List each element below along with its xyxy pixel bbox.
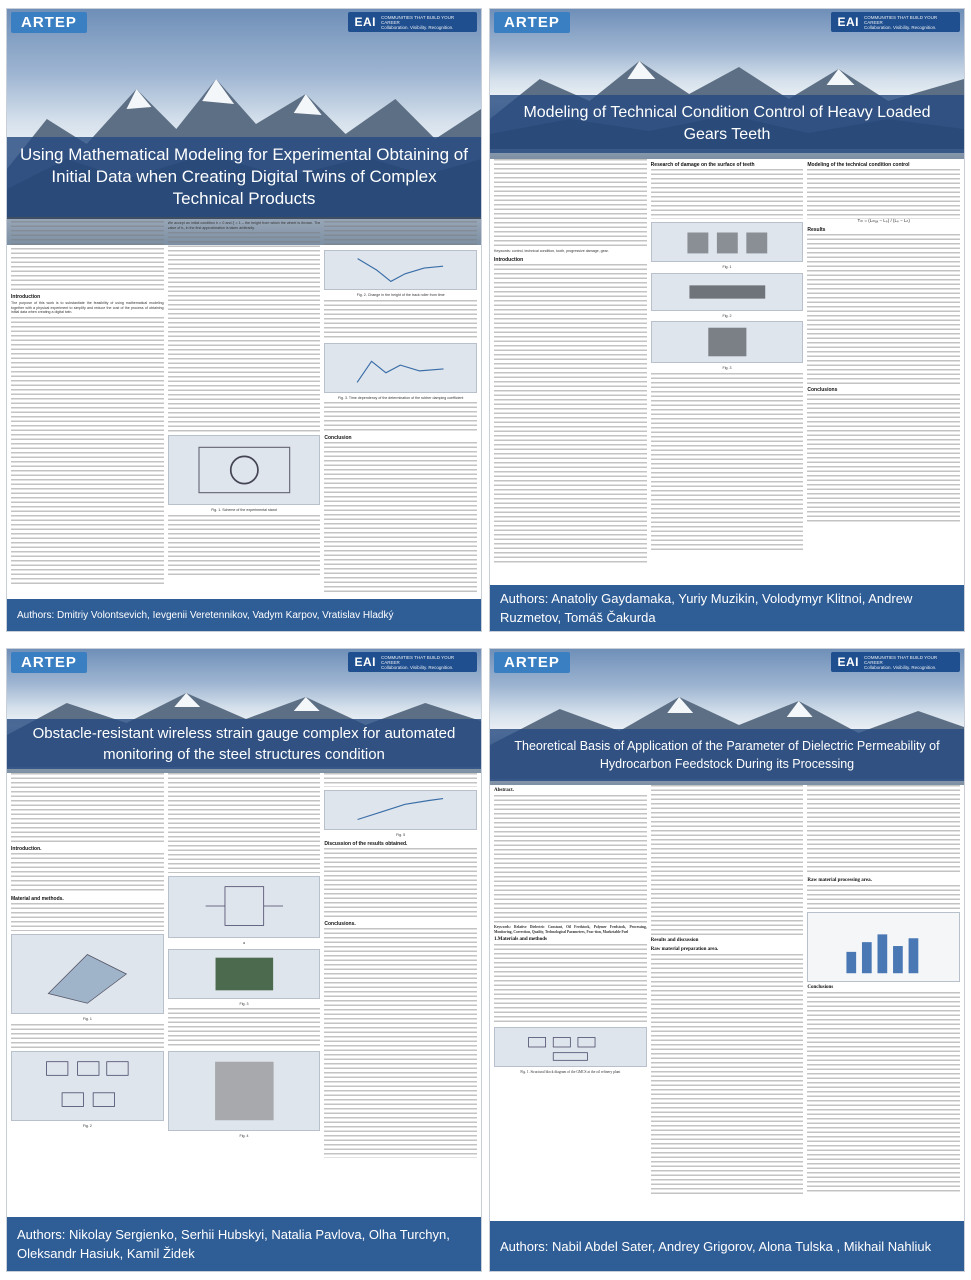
section-heading: Modeling of the technical condition control — [807, 162, 910, 168]
figure-caption: Fig. 2 — [82, 1123, 92, 1128]
eai-logo — [831, 652, 960, 672]
eai-tagline: COMMUNITIES THAT BUILD YOUR CAREER Collaboration. Visibility. Recognition. — [381, 654, 455, 670]
poster-column-3 — [807, 785, 960, 1217]
permittivity-bar-chart — [807, 912, 960, 982]
poster-authors: Authors: Nabil Abdel Sater, Andrey Grigorov, Alona Tulska , Mikhail Nahliuk — [490, 1221, 964, 1271]
circuit-icon — [169, 877, 320, 937]
circuit-figure-b — [168, 949, 321, 999]
poster-mathematical-modeling — [6, 8, 482, 632]
line-graph-icon — [325, 251, 476, 289]
poster-title: Obstacle-resistant wireless strain gauge complex for automated monitoring of the steel structures condition — [7, 719, 481, 769]
body-paragraph: We accept an initial condition h = 0 and ξ = 1 – the height from which the wheel is thrown. The value of b₀ in the first approximation is taken arbitrarily. — [167, 221, 321, 230]
poster-column-3 — [324, 221, 477, 593]
abstract-text — [11, 773, 164, 843]
test-device-icon — [169, 1052, 320, 1130]
intro-heading: Introduction — [11, 294, 41, 300]
body-text — [168, 773, 321, 873]
line-graph-icon — [325, 344, 476, 392]
figure-caption: Fig. 2 — [722, 313, 732, 318]
stand-scheme-icon — [169, 436, 320, 504]
gear-tooth-photo — [651, 321, 804, 363]
poster-banner — [7, 649, 481, 773]
figure-caption: Fig. 4 — [239, 1134, 249, 1138]
eai-mark: EAI — [354, 655, 376, 669]
steel-structure-icon — [12, 935, 163, 1013]
body-text — [651, 169, 804, 219]
block-diagram-icon — [12, 1052, 163, 1120]
poster-column-3 — [807, 159, 960, 581]
block-diagram-figure — [11, 1051, 164, 1121]
body-text — [494, 264, 647, 564]
body-text — [324, 773, 477, 787]
experimental-stand-figure — [168, 435, 321, 505]
gmcs-block-diagram — [494, 1027, 647, 1067]
poster-title: Theoretical Basis of Application of the Parameter of Dielectric Permeability of Hydrocarbon Feedstock During its Processing — [490, 729, 964, 781]
poster-column-2 — [651, 785, 804, 1217]
poster-dielectric-permeability — [489, 648, 965, 1272]
conclusions-text — [324, 928, 477, 1158]
discussion-heading: Discussion of the results obtained. — [324, 840, 408, 847]
logo-bar — [490, 649, 964, 675]
logo-bar — [7, 649, 481, 675]
abstract-text — [494, 159, 647, 249]
poster-body — [7, 221, 481, 593]
body-text — [651, 954, 804, 1194]
poster-column-2 — [651, 159, 804, 581]
body-text — [324, 402, 477, 432]
body-text — [11, 317, 164, 587]
keywords-text: Keywords: control, technical condition, tooth, progressive damage, gear. — [494, 249, 609, 253]
body-text — [494, 944, 647, 1024]
poster-title: Using Mathematical Modeling for Experimental Obtaining of Initial Data when Creating Digital Twins of Complex Technical Products — [7, 137, 481, 217]
poster-column-2 — [168, 773, 321, 1213]
structure-model-figure — [11, 934, 164, 1014]
conclusions-text — [807, 394, 960, 524]
logo-bar — [490, 9, 964, 35]
body-text — [168, 1008, 321, 1048]
body-text — [324, 300, 477, 340]
conclusion-text — [324, 442, 477, 592]
artep-logo: ARTEP — [11, 652, 87, 673]
keywords-text: Keywords: Relative Dielectric Constant, Oil Feedstock, Polymer Feedstock, Processing, Monitoring, Correction, Quality, Technological Parameters, Frac-tion, Marketable Fuel — [494, 925, 647, 934]
figure-caption: Fig. 5 — [396, 833, 406, 837]
intro-text: The purpose of this work is to substantiate the feasibility of using mathematical modeling together with a physical experiment to simplify and reduce the cost of the process of obtaining initial data when creating a digital twin. — [11, 301, 164, 314]
artep-logo: ARTEP — [11, 12, 87, 33]
abstract-text — [11, 221, 164, 291]
eai-mark: EAI — [837, 655, 859, 669]
gear-damage-photo — [651, 273, 804, 311]
discussion-text — [324, 848, 477, 918]
methods-heading: Material and methods. — [11, 896, 64, 902]
figure-caption: Fig. 3. Time dependency of the determination of the rubber damping coefficient — [337, 395, 464, 400]
poster-column-1 — [11, 221, 164, 593]
eai-mark: EAI — [837, 15, 859, 29]
body-text — [11, 1024, 164, 1048]
eai-logo — [831, 12, 960, 32]
body-text — [651, 373, 804, 553]
section-heading: Research of damage on the surface of teeth — [650, 162, 755, 168]
gear-icon — [652, 322, 803, 362]
poster-column-1 — [11, 773, 164, 1213]
poster-body — [490, 159, 964, 581]
gear-teeth-photo — [651, 222, 804, 262]
conclusions-heading: Conclusions. — [324, 920, 356, 927]
poster-authors: Authors: Dmitriy Volontsevich, Ievgenii Veretennikov, Vadym Karpov, Vratislav Hladký — [7, 599, 481, 631]
poster-banner — [490, 649, 964, 785]
test-results-figure — [324, 790, 477, 830]
figure-caption: Fig. 1 — [82, 1017, 92, 1021]
results-heading: Results — [807, 226, 826, 233]
eai-tagline: COMMUNITIES THAT BUILD YOUR CAREER Collaboration. Visibility. Recognition. — [864, 654, 938, 670]
formula: Tₘ = (Lₘₐₓ − Lₚ) / (Lₚ − Lₙ) — [857, 218, 910, 223]
eai-logo — [348, 12, 477, 32]
poster-column-1 — [494, 785, 647, 1217]
poster-strain-gauge — [6, 648, 482, 1272]
eai-mark: EAI — [354, 15, 376, 29]
poster-column-2 — [168, 221, 321, 593]
poster-column-3 — [324, 773, 477, 1213]
intro-heading: Introduction. — [11, 846, 42, 852]
circuit-board-icon — [169, 950, 320, 998]
body-text — [11, 903, 164, 931]
figure-caption: Fig. 3 — [239, 1001, 249, 1006]
figure-caption: Fig. 2. Change in the height of the track roller from time — [356, 293, 445, 297]
figure-label: a — [243, 941, 245, 945]
bar-chart-icon — [808, 913, 959, 981]
poster-body — [490, 785, 964, 1217]
body-text — [168, 515, 321, 575]
conclusion-heading: Conclusion — [324, 435, 352, 441]
poster-column-1 — [494, 159, 647, 581]
eai-logo — [348, 652, 477, 672]
line-graph-icon — [325, 791, 476, 829]
body-text — [807, 169, 960, 219]
height-graph-figure — [324, 250, 477, 290]
figure-caption: Fig. 1. Structural block diagram of the GMCS at the oil refinery plant — [520, 1070, 621, 1074]
subsection-heading: Raw material preparation area. — [650, 947, 719, 952]
body-text — [11, 853, 164, 893]
poster-authors: Authors: Anatoliy Gaydamaka, Yuriy Muzikin, Volodymyr Klitnoi, Andrew Ruzmetov, Tomáš Čakurda — [490, 585, 964, 631]
methods-heading: 1.Materials and methods — [494, 937, 547, 942]
gear-icon — [652, 223, 803, 261]
conclusions-heading: Conclusions — [807, 386, 838, 393]
abstract-heading: Abstract. — [494, 788, 514, 793]
body-text — [651, 785, 804, 935]
circuit-figure-a — [168, 876, 321, 938]
figure-caption: Fig. 1. Scheme of the experimental stand — [211, 508, 277, 512]
artep-logo: ARTEP — [494, 12, 570, 33]
poster-title: Modeling of Technical Condition Control of Heavy Loaded Gears Teeth — [490, 95, 964, 153]
test-sample-photo — [168, 1051, 321, 1131]
body-text — [324, 221, 477, 247]
poster-banner — [490, 9, 964, 159]
artep-logo: ARTEP — [494, 652, 570, 673]
logo-bar — [7, 9, 481, 35]
poster-banner — [7, 9, 481, 245]
body-text — [807, 785, 960, 875]
conclusions-heading: Conclusions — [807, 985, 834, 990]
intro-heading: Introduction — [494, 256, 524, 263]
gear-icon — [652, 274, 803, 310]
eai-tagline: COMMUNITIES THAT BUILD YOUR CAREER Collaboration. Visibility. Recognition. — [381, 14, 455, 30]
eai-tagline: COMMUNITIES THAT BUILD YOUR CAREER Collaboration. Visibility. Recognition. — [864, 14, 938, 30]
damping-graph-figure — [324, 343, 477, 393]
poster-authors: Authors: Nikolay Sergienko, Serhii Hubskyi, Natalia Pavlova, Olha Turchyn, Oleksandr Hasiuk, Kamil Židek — [7, 1217, 481, 1271]
figure-caption: Fig. 3 — [722, 366, 732, 370]
poster-gears-teeth — [489, 8, 965, 632]
figure-caption: Fig. 1 — [722, 265, 732, 269]
poster-body — [7, 773, 481, 1213]
body-text — [807, 885, 960, 909]
results-heading: Results and discussion — [650, 938, 699, 943]
body-text — [168, 232, 321, 432]
conclusions-text — [807, 992, 960, 1192]
subsection-heading: Raw material processing area. — [807, 878, 872, 883]
abstract-text — [494, 795, 647, 925]
block-diagram-icon — [495, 1028, 646, 1066]
results-text — [807, 234, 960, 384]
